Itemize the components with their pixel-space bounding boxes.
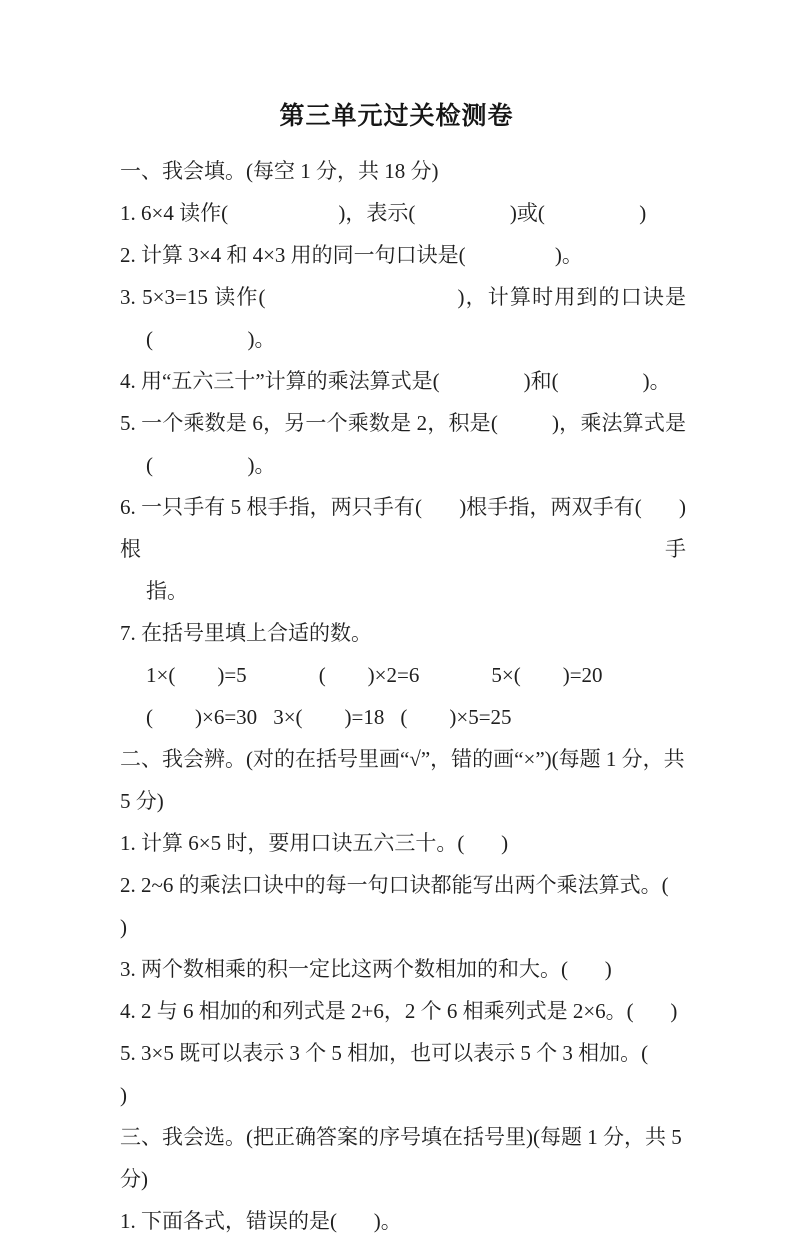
section1-question-5-line2: ( )。: [146, 453, 276, 477]
section3-question-1: 1. 下面各式，错误的是( )。: [120, 1209, 402, 1233]
section1-question-7-equations-row2: [120, 696, 686, 738]
page-title: 第三单元过关检测卷: [279, 102, 514, 130]
section1-question-5-line1: 5. 一个乘数是 6，另一个乘数是 2，积是( )，乘法算式是: [120, 411, 686, 435]
section1-question-6-line1: 6. 一只手有 5 根手指，两只手有( )根手指，两双手有( )根手: [120, 495, 686, 561]
section2-question-2: 2. 2~6 的乘法口诀中的每一句口诀都能写出两个乘法算式。( ): [120, 873, 701, 939]
section1-question-2: 2. 计算 3×4 和 4×3 用的同一句口诀是( )。: [120, 243, 583, 267]
section2-question-4: 4. 2 与 6 相加的和列式是 2+6，2 个 6 相乘列式是 2×6。( ): [120, 999, 678, 1023]
equation-blank: 3×( )=18: [273, 705, 385, 729]
equation-blank: ( )×5=25: [400, 705, 512, 729]
section3-header: 三、我会选。(把正确答案的序号填在括号里)(每题 1 分，共 5 分): [120, 1125, 687, 1191]
equation-blank: 5×( )=20: [491, 663, 603, 687]
section1-question-7: 7. 在括号里填上合适的数。: [120, 621, 372, 645]
equation-blank: ( )×6=30: [146, 705, 258, 729]
equation-blank: ( )×2=6: [318, 663, 420, 687]
section2-question-5: 5. 3×5 既可以表示 3 个 5 相加，也可以表示 5 个 3 相加。( ): [120, 1041, 680, 1107]
section2-question-3: 3. 两个数相乘的积一定比这两个数相加的和大。( ): [120, 957, 612, 981]
section1-question-6-line2: 指。: [146, 579, 188, 603]
section1-question-1: 1. 6×4 读作( )，表示( )或( ): [120, 201, 647, 225]
paper-content: [120, 150, 701, 1242]
equation-blank: 1×( )=5: [146, 663, 247, 687]
section1-question-4: 4. 用“五六三十”计算的乘法算式是( )和( )。: [120, 369, 671, 393]
section1-question-3-line1: 3. 5×3=15 读作( )，计算时用到的口诀是: [120, 285, 686, 309]
section1-question-3-line2: ( )。: [146, 327, 276, 351]
section1-header: 一、我会填。(每空 1 分，共 18 分): [120, 159, 439, 183]
section2-question-1: 1. 计算 6×5 时，要用口诀五六三十。( ): [120, 831, 509, 855]
section1-question-7-equations-row1: [120, 654, 686, 696]
section2-header: 二、我会辨。(对的在括号里画“√”，错的画“×”)(每题 1 分，共 5 分): [120, 747, 690, 813]
